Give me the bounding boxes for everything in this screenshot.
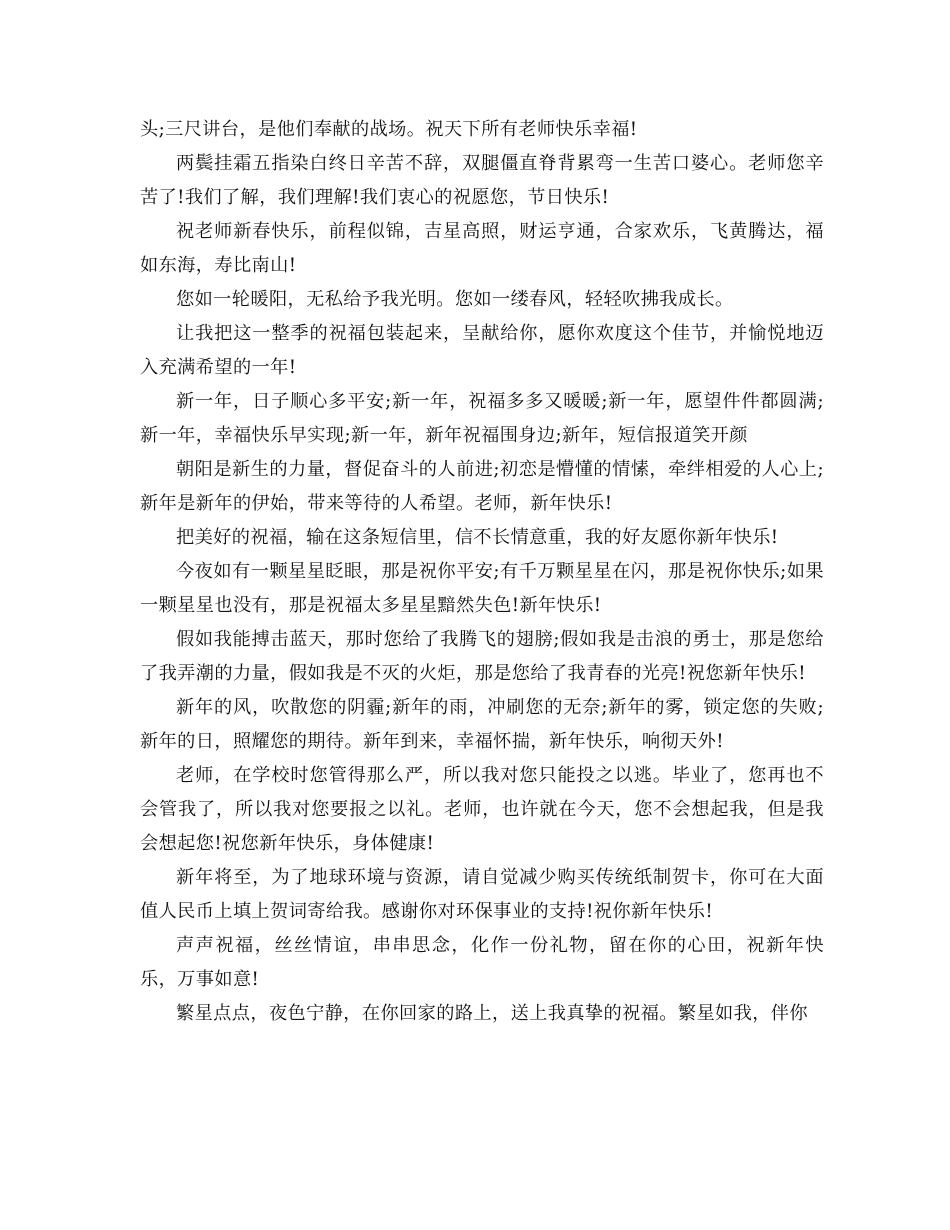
paragraph: 新年将至，为了地球环境与资源，请自觉减少购买传统纸制贺卡，你可在大面值人民币上填上贺词寄给我。感谢你对环保事业的支持!祝你新年快乐! bbox=[140, 867, 824, 922]
document-body bbox=[140, 113, 824, 1031]
paragraph: 繁星点点，夜色宁静，在你回家的路上，送上我真挚的祝福。繁星如我，伴你 bbox=[176, 1003, 808, 1024]
paragraph: 新一年，日子顺心多平安;新一年，祝福多多又暖暖;新一年，愿望件件都圆满;新一年，幸福快乐早实现;新一年，新年祝福围身边;新年，短信报道笑开颜 bbox=[140, 391, 824, 446]
paragraph: 新年的风，吹散您的阴霾;新年的雨，冲刷您的无奈;新年的雾，锁定您的失败;新年的日，照耀您的期待。新年到来，幸福怀揣，新年快乐，响彻天外! bbox=[140, 697, 824, 752]
paragraph: 祝老师新春快乐，前程似锦，吉星高照，财运亨通，合家欢乐，飞黄腾达，福如东海，寿比南山! bbox=[140, 221, 824, 276]
paragraph: 两鬓挂霜五指染白终日辛苦不辞，双腿僵直脊背累弯一生苦口婆心。老师您辛苦了!我们了解，我们理解!我们衷心的祝愿您，节日快乐! bbox=[140, 153, 824, 208]
paragraph: 朝阳是新生的力量，督促奋斗的人前进;初恋是懵懂的情愫，牵绊相爱的人心上;新年是新年的伊始，带来等待的人希望。老师，新年快乐! bbox=[140, 459, 824, 514]
paragraph: 假如我能搏击蓝天，那时您给了我腾飞的翅膀;假如我是击浪的勇士，那是您给了我弄潮的力量，假如我是不灭的火炬，那是您给了我青春的光亮!祝您新年快乐! bbox=[140, 629, 824, 684]
paragraph: 您如一轮暖阳，无私给予我光明。您如一缕春风，轻轻吹拂我成长。 bbox=[176, 289, 734, 310]
paragraph: 声声祝福，丝丝情谊，串串思念，化作一份礼物，留在你的心田，祝新年快乐，万事如意! bbox=[140, 935, 824, 990]
paragraph: 老师，在学校时您管得那么严，所以我对您只能投之以逃。毕业了，您再也不会管我了，所以我对您要报之以礼。老师，也许就在今天，您不会想起我，但是我会想起您!祝您新年快乐，身体健康! bbox=[140, 765, 824, 854]
paragraph: 让我把这一整季的祝福包装起来，呈献给你，愿你欢度这个佳节，并愉悦地迈入充满希望的一年! bbox=[140, 323, 824, 378]
paragraph: 今夜如有一颗星星眨眼，那是祝你平安;有千万颗星星在闪，那是祝你快乐;如果一颗星星也没有，那是祝福太多星星黯然失色!新年快乐! bbox=[140, 561, 824, 616]
paragraph: 头;三尺讲台，是他们奉献的战场。祝天下所有老师快乐幸福! bbox=[140, 119, 638, 140]
paragraph: 把美好的祝福，输在这条短信里，信不长情意重，我的好友愿你新年快乐! bbox=[176, 527, 779, 548]
